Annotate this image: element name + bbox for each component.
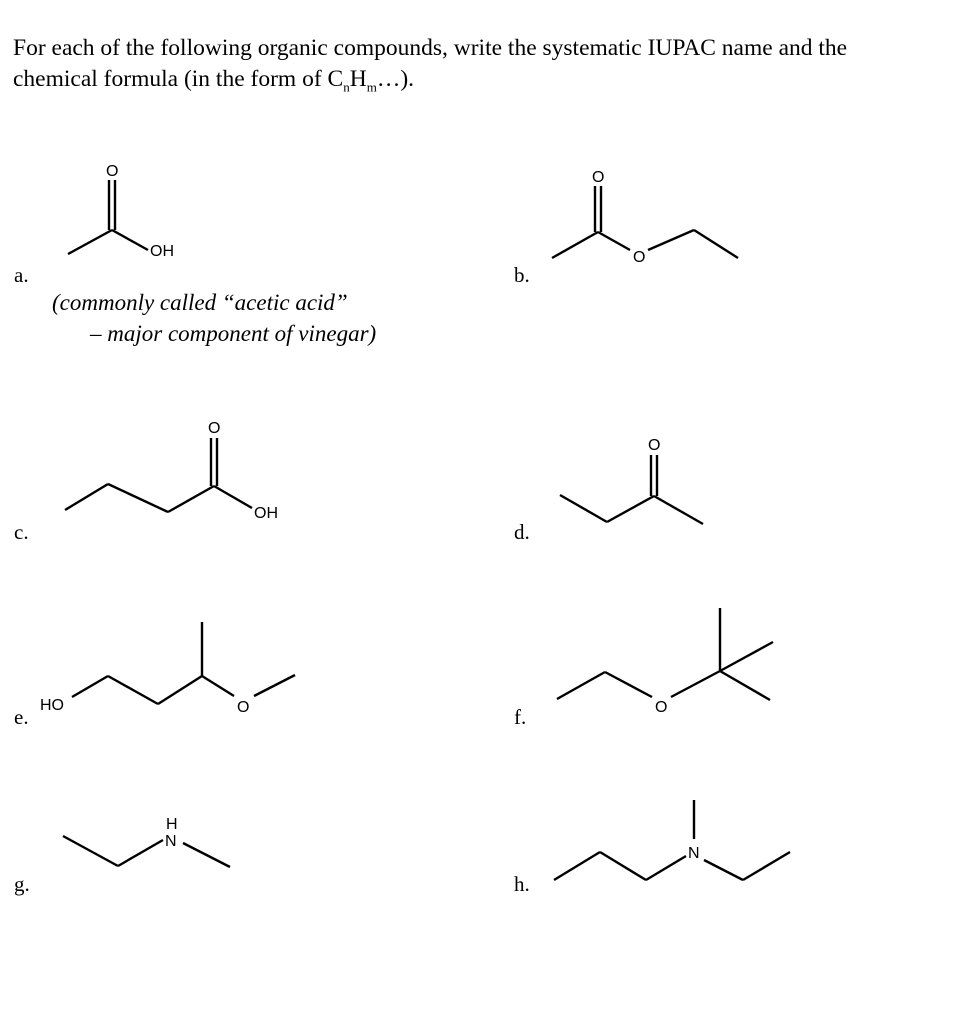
structure-g [63,816,230,867]
atom-oh: OH [150,243,174,260]
structure-c [65,420,278,522]
note-line-2: – major component of vinegar) [90,321,377,346]
atom-n: N [688,845,700,862]
label-g: g. [14,872,30,896]
label-h: h. [514,872,530,896]
atom-ho: HO [40,697,64,714]
subscript-m: m [366,79,377,95]
label-b: b. [514,263,530,287]
label-d: d. [514,520,530,544]
atom-oh: OH [254,505,278,522]
structure-f [557,608,773,716]
atom-o: O [106,163,119,180]
label-c: c. [14,520,29,544]
structure-a [68,163,174,260]
subscript-n: n [343,79,350,95]
atom-h: H [166,816,178,833]
structure-h [554,800,790,880]
structure-e [40,622,295,716]
question-line-2: chemical formula (in the form of C [13,66,344,92]
question-ellipsis: …). [376,66,415,92]
formula-h: H [349,66,367,92]
atom-o: O [208,420,221,437]
atom-n: N [165,833,177,850]
atom-o: O [648,437,661,454]
structure-d [560,437,703,524]
atom-o: O [633,249,646,266]
label-f: f. [514,705,527,729]
label-e: e. [14,705,29,729]
atom-o: O [655,699,668,716]
note-line-1: (commonly called “acetic acid” [52,290,348,315]
atom-o: O [592,169,605,186]
question-line-1: For each of the following organic compounds, write the systematic IUPAC name and the [13,35,848,61]
label-a: a. [14,263,29,287]
atom-o: O [237,699,250,716]
structure-b [552,169,738,266]
